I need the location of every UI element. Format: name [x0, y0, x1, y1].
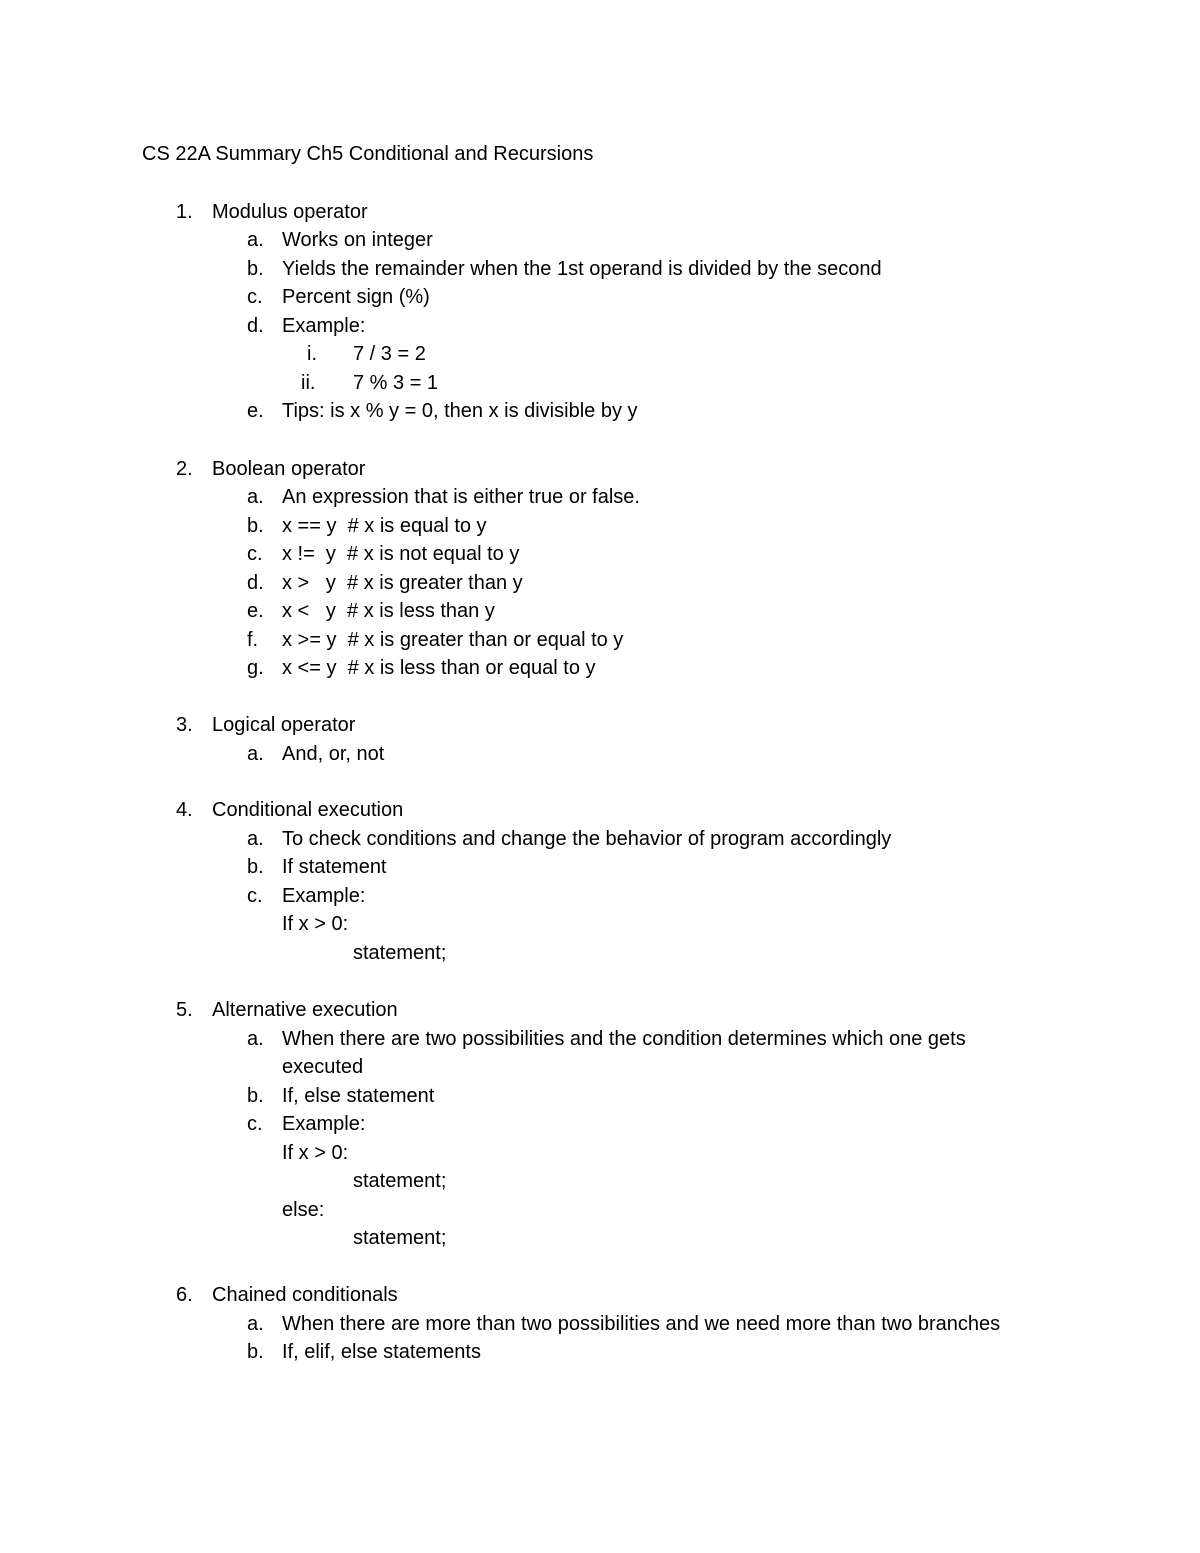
list-item-text: x > y # x is greater than y	[282, 572, 523, 594]
list-item-text: When there are more than two possibilities and we need more than two branches	[282, 1313, 1001, 1335]
list-item-marker: b.	[247, 1341, 264, 1363]
section-heading: Chained conditionals	[212, 1284, 398, 1306]
list-item-marker: e.	[247, 400, 264, 422]
section-heading: Boolean operator	[212, 458, 366, 480]
list-item-text: x < y # x is less than y	[282, 600, 495, 622]
list-item-text: And, or, not	[282, 743, 385, 765]
list-item-text: x >= y # x is greater than or equal to y	[282, 629, 624, 651]
list-item-marker: c.	[247, 543, 263, 565]
list-item-marker: g.	[247, 657, 264, 679]
section-heading: Alternative execution	[212, 999, 398, 1021]
list-item-marker: b.	[247, 1085, 264, 1107]
section-number: 2.	[176, 458, 193, 480]
list-item-text: Example:	[282, 885, 366, 907]
list-item-marker: c.	[247, 286, 263, 308]
code-line: else:	[282, 1199, 325, 1221]
list-item-marker: b.	[247, 258, 264, 280]
list-item-marker: a.	[247, 743, 264, 765]
list-item-marker: c.	[247, 1113, 263, 1135]
section-number: 6.	[176, 1284, 193, 1306]
list-item-text: x != y # x is not equal to y	[282, 543, 520, 565]
list-item-marker: e.	[247, 600, 264, 622]
list-item-continuation: executed	[282, 1056, 364, 1078]
list-item-text: Yields the remainder when the 1st operand is divided by the second	[282, 258, 882, 280]
section-heading: Logical operator	[212, 714, 356, 736]
list-item-marker: a.	[247, 828, 264, 850]
section-heading: Conditional execution	[212, 799, 404, 821]
section-number: 5.	[176, 999, 193, 1021]
list-item-marker: a.	[247, 1028, 264, 1050]
list-item-text: If statement	[282, 856, 387, 878]
list-item-text: Example:	[282, 1113, 366, 1135]
sublist-item-text: 7 / 3 = 2	[353, 343, 426, 365]
document-title: CS 22A Summary Ch5 Conditional and Recursions	[142, 143, 594, 165]
section-number: 3.	[176, 714, 193, 736]
code-line: statement;	[353, 942, 447, 964]
list-item-marker: d.	[247, 315, 264, 337]
list-item-text: To check conditions and change the behavior of program accordingly	[282, 828, 892, 850]
list-item-text: When there are two possibilities and the condition determines which one gets	[282, 1028, 966, 1050]
list-item-text: x <= y # x is less than or equal to y	[282, 657, 596, 679]
section-number: 1.	[176, 201, 193, 223]
list-item-marker: b.	[247, 856, 264, 878]
list-item-text: Percent sign (%)	[282, 286, 430, 308]
list-item-text: x == y # x is equal to y	[282, 515, 487, 537]
code-line: statement;	[353, 1227, 447, 1249]
list-item-text: If, elif, else statements	[282, 1341, 481, 1363]
section-heading: Modulus operator	[212, 201, 368, 223]
list-item-text: Works on integer	[282, 229, 433, 251]
list-item-text: An expression that is either true or false.	[282, 486, 640, 508]
list-item-text: Tips: is x % y = 0, then x is divisible by y	[282, 400, 638, 422]
list-item-marker: a.	[247, 229, 264, 251]
list-item-marker: a.	[247, 486, 264, 508]
code-line: If x > 0:	[282, 1142, 349, 1164]
sublist-item-marker: ii.	[301, 372, 316, 394]
list-item-text: If, else statement	[282, 1085, 435, 1107]
list-item-marker: d.	[247, 572, 264, 594]
sublist-item-marker: i.	[307, 343, 317, 365]
list-item-marker: a.	[247, 1313, 264, 1335]
list-item-marker: b.	[247, 515, 264, 537]
section-number: 4.	[176, 799, 193, 821]
list-item-text: Example:	[282, 315, 366, 337]
list-item-marker: f.	[247, 629, 259, 651]
code-line: statement;	[353, 1170, 447, 1192]
list-item-marker: c.	[247, 885, 263, 907]
code-line: If x > 0:	[282, 913, 349, 935]
sublist-item-text: 7 % 3 = 1	[353, 372, 439, 394]
